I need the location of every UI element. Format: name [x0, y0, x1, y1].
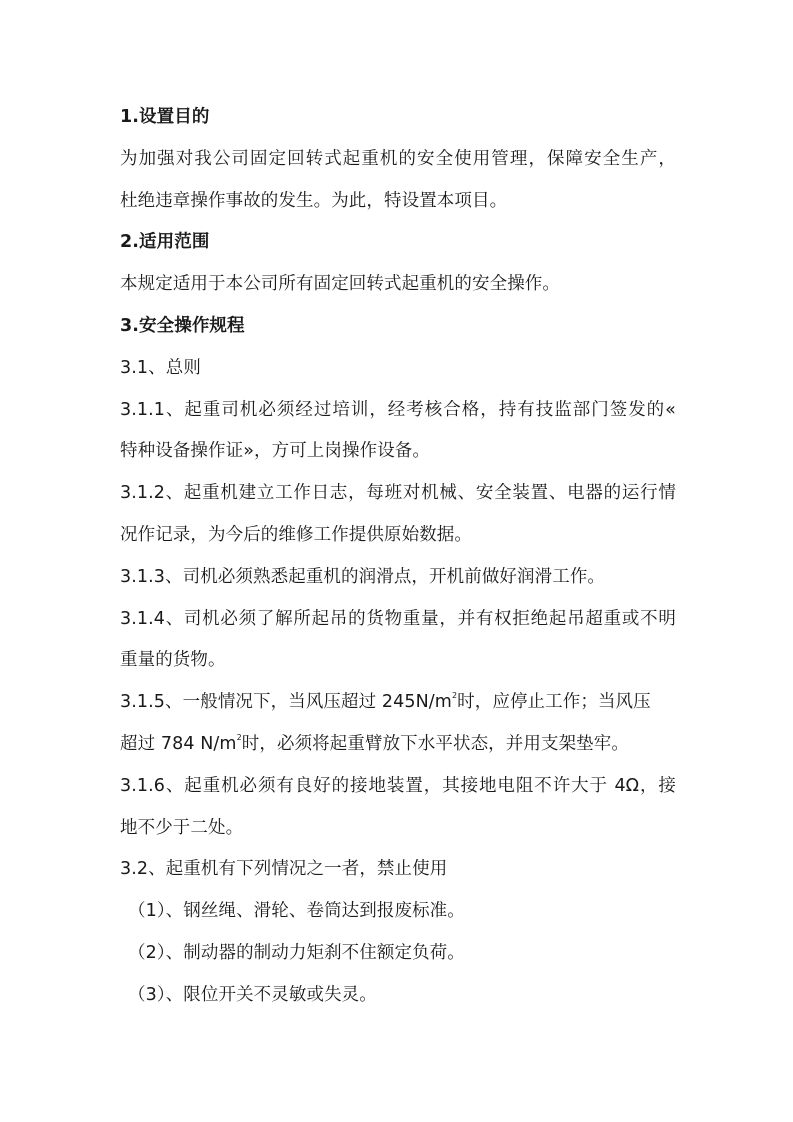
item-3-1-5-line-2-superscript: 2: [236, 733, 242, 743]
item-3-1-2-line-2: 况作记录，为今后的维修工作提供原始数据。: [120, 524, 472, 545]
document-body: [120, 97, 676, 1017]
item-3-1-5-line-1: [120, 682, 676, 724]
item-3-1-6-line-1: 3.1.6、起重机必须有良好的接地装置，其接地电阻不许大于 4Ω，接: [120, 775, 676, 796]
section-2-paragraph-line-1: 本规定适用于本公司所有固定回转式起重机的安全操作。: [120, 274, 560, 295]
item-3-1-4-line-1: 3.1.4、司机必须了解所起吊的货物重量，并有权拒绝起吊超重或不明: [120, 608, 676, 629]
item-3-1-4-line-2: 重量的货物。: [120, 650, 226, 671]
section-1-heading: 1.设置目的: [120, 107, 210, 127]
item-3-1-1-line-1: 3.1.1、起重司机必须经过培训，经考核合格，持有技监部门签发的«: [120, 399, 676, 420]
item-3-1-1-line-2: 特种设备操作证»，方可上岗操作设备。: [120, 441, 431, 462]
list-item-3-2-2: （2）、制动器的制动力矩刹不住额定负荷。: [128, 942, 465, 963]
section-1-paragraph-line-2: 杜绝违章操作事故的发生。为此，特设置本项目。: [120, 190, 508, 211]
item-3-1-5-line-1-superscript: 2: [451, 691, 458, 701]
list-item-3-2-1: （1）、钢丝绳、滑轮、卷筒达到报废标准。: [128, 901, 465, 922]
item-3-1-6-line-2: 地不少于二处。: [120, 817, 244, 838]
item-3-1-2-line-1: 3.1.2、起重机建立工作日志，每班对机械、安全装置、电器的运行情: [120, 483, 676, 504]
item-3-1-5-line-1-text-b: 时，应停止工作；当风压: [457, 692, 651, 713]
subsection-3-2-heading: 3.2、起重机有下列情况之一者，禁止使用: [120, 859, 448, 880]
list-item-3-2-3: （3）、限位开关不灵敏或失灵。: [128, 984, 377, 1005]
item-3-1-5-line-1-text-a: 3.1.5、一般情况下，当风压超过 245N/m: [120, 692, 452, 713]
section-1-paragraph-line-1: 为加强对我公司固定回转式起重机的安全使用管理，保障安全生产，: [120, 148, 676, 169]
item-3-1-3-line-1: 3.1.3、司机必须熟悉起重机的润滑点，开机前做好润滑工作。: [120, 566, 606, 587]
section-2-heading: 2.适用范围: [120, 232, 210, 253]
item-3-1-5-line-2-text-b: 时，必须将起重臂放下水平状态，并用支架垫牢。: [241, 733, 629, 754]
section-3-heading: 3.安全操作规程: [120, 315, 245, 336]
item-3-1-5-line-2: [120, 724, 676, 766]
item-3-1-5-line-2-text-a: 超过 784 N/m: [120, 733, 237, 754]
subsection-3-1-heading: 3.1、总则: [120, 357, 201, 378]
